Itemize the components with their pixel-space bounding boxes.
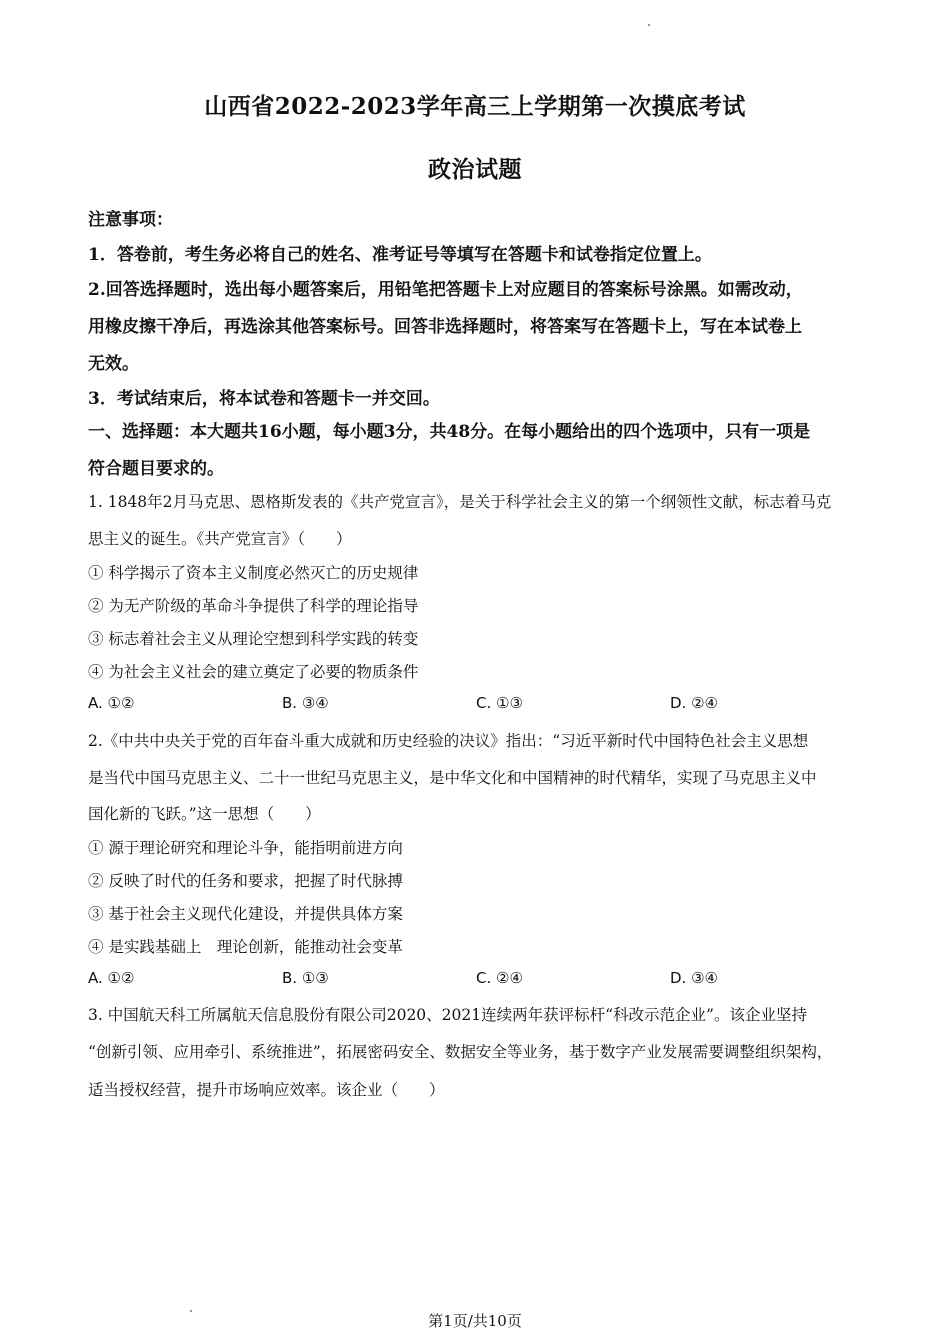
question-2-statement-3: ③ 基于社会主义现代化建设，并提供具体方案 xyxy=(88,905,403,923)
question-1-stem-cont: 思主义的诞生。《共产党宣言》（ ） xyxy=(88,530,352,548)
question-2-option-b[interactable]: B. ①③ xyxy=(282,969,329,987)
question-2-statement-4: ④ 是实践基础上 理论创新，能推动社会变革 xyxy=(88,938,403,956)
notice-heading: 注意事项： xyxy=(88,210,173,230)
question-1-statement-2: ② 为无产阶级的革命斗争提供了科学的理论指导 xyxy=(88,597,419,615)
question-1-statement-1: ① 科学揭示了资本主义制度必然灭亡的历史规律 xyxy=(88,564,419,582)
question-2-option-a[interactable]: A. ①② xyxy=(88,969,135,987)
question-1-statement-3: ③ 标志着社会主义从理论空想到科学实践的转变 xyxy=(88,630,419,648)
question-2-stem-end: 国化新的飞跃。”这一思想（ ） xyxy=(88,805,321,823)
question-2-stem-cont: 是当代中国马克思主义、二十一世纪马克思主义，是中华文化和中国精神的时代精华，实现了马克思主义中 xyxy=(88,769,817,787)
page-number: 第1页/共10页 xyxy=(428,1312,522,1330)
question-3-stem-cont: “创新引领、应用牵引、系统推进”，拓展密码安全、数据安全等业务，基于数字产业发展需要调整组织架构， xyxy=(88,1043,833,1061)
question-2-statement-2: ② 反映了时代的任务和要求，把握了时代脉搏 xyxy=(88,872,403,890)
question-1-option-c[interactable]: C. ①③ xyxy=(476,694,523,712)
notice-item-2-end: 无效。 xyxy=(88,354,139,374)
page-subtitle: 政治试题 xyxy=(428,156,522,183)
question-1-option-b[interactable]: B. ③④ xyxy=(282,694,329,712)
question-1-stem: 1. 1848年2月马克思、恩格斯发表的《共产党宣言》，是关于科学社会主义的第一个纲领性文献，标志着马克 xyxy=(88,493,832,511)
question-2-stem: 2.《中共中央关于党的百年奋斗重大成就和历史经验的决议》指出：“习近平新时代中国特色社会主义思想 xyxy=(88,732,809,750)
section-heading: 一、选择题：本大题共16小题，每小题3分，共48分。在每小题给出的四个选项中，只有一项是 xyxy=(88,422,811,442)
page-title: 山西省2022-2023学年高三上学期第一次摸底考试 xyxy=(204,93,746,120)
notice-item-3: 3．考试结束后，将本试卷和答题卡一并交回。 xyxy=(88,389,440,409)
question-3-stem: 3. 中国航天科工所属航天信息股份有限公司2020、2021连续两年获评标杆“科改示范企业”。该企业坚持 xyxy=(88,1006,807,1024)
notice-item-1: 1．答卷前，考生务必将自己的姓名、准考证号等填写在答题卡和试卷指定位置上。 xyxy=(88,245,712,265)
notice-item-2: 2.回答选择题时，选出每小题答案后，用铅笔把答题卡上对应题目的答案标号涂黑。如需改动， xyxy=(88,280,803,300)
scan-mark-top xyxy=(648,24,650,26)
question-2-option-d[interactable]: D. ③④ xyxy=(670,969,718,987)
section-heading-cont: 符合题目要求的。 xyxy=(88,459,224,479)
question-1-option-d[interactable]: D. ②④ xyxy=(670,694,718,712)
question-3-stem-end: 适当授权经营，提升市场响应效率。该企业（ ） xyxy=(88,1081,445,1099)
notice-item-2-cont: 用橡皮擦干净后，再选涂其他答案标号。回答非选择题时，将答案写在答题卡上，写在本试卷上 xyxy=(88,317,802,337)
question-1-option-a[interactable]: A. ①② xyxy=(88,694,135,712)
question-1-statement-4: ④ 为社会主义社会的建立奠定了必要的物质条件 xyxy=(88,663,419,681)
question-2-option-c[interactable]: C. ②④ xyxy=(476,969,523,987)
question-2-statement-1: ① 源于理论研究和理论斗争，能指明前进方向 xyxy=(88,839,403,857)
